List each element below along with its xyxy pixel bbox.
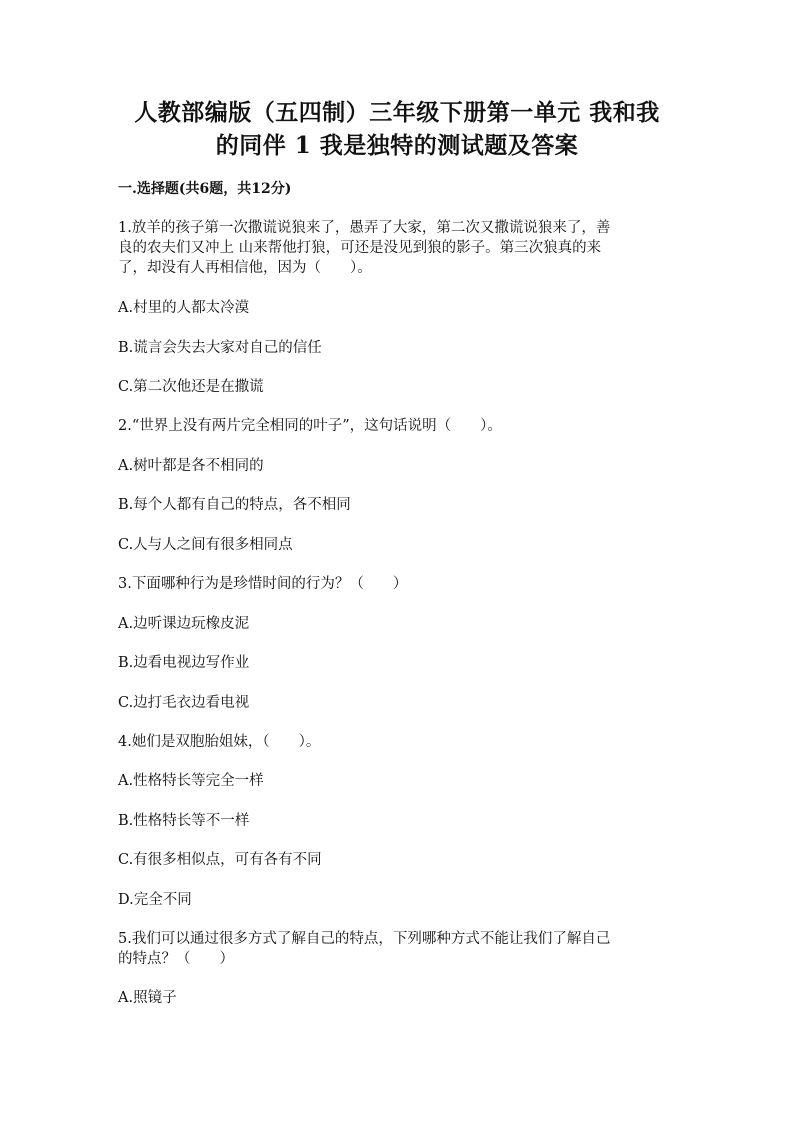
question-4-option-d: D.完全不同 bbox=[118, 892, 192, 908]
question-5-option-a: A.照镜子 bbox=[118, 990, 177, 1006]
question-4-line-1: 4.她们是双胞胎姐妹，（ ）。 bbox=[118, 734, 321, 750]
question-1 bbox=[118, 218, 678, 278]
question-1-option-a: A.村里的人都太冷漠 bbox=[118, 300, 250, 316]
title-line-2: 的同伴 1 我是独特的测试题及答案 bbox=[215, 132, 579, 159]
question-1-line-3: 了，却没有人再相信他，因为（ ）。 bbox=[118, 260, 372, 276]
question-2-option-a: A.树叶都是各不相同的 bbox=[118, 458, 264, 474]
question-3 bbox=[118, 574, 678, 594]
question-2-line-1: 2.“世界上没有两片完全相同的叶子”，这句话说明（ ）。 bbox=[118, 418, 502, 434]
question-2 bbox=[118, 416, 678, 436]
question-5-line-2: 的特点？（ ） bbox=[118, 951, 234, 967]
question-5-line-1: 5.我们可以通过很多方式了解自己的特点，下列哪种方式不能让我们了解自己 bbox=[118, 931, 611, 947]
question-4-option-c: C.有很多相似点，可有各有不同 bbox=[118, 852, 322, 868]
question-4-option-b: B.性格特长等不一样 bbox=[118, 813, 250, 829]
question-4-option-a: A.性格特长等完全一样 bbox=[118, 773, 264, 789]
question-1-line-2: 良的农夫们又冲上 山来帮他打狼，可还是没见到狼的影子。第三次狼真的来 bbox=[118, 240, 602, 256]
question-5 bbox=[118, 929, 678, 969]
question-2-option-c: C.人与人之间有很多相同点 bbox=[118, 537, 293, 553]
question-4 bbox=[118, 732, 678, 752]
question-3-option-a: A.边听课边玩橡皮泥 bbox=[118, 616, 250, 632]
question-3-option-c: C.边打毛衣边看电视 bbox=[118, 695, 250, 711]
question-1-option-b: B.谎言会失去大家对自己的信任 bbox=[118, 340, 322, 356]
question-3-option-b: B.边看电视边写作业 bbox=[118, 655, 250, 671]
title-line-1: 人教部编版（五四制）三年级下册第一单元 我和我 bbox=[134, 99, 660, 126]
question-1-option-c: C.第二次他还是在撒谎 bbox=[118, 379, 264, 395]
question-3-line-1: 3.下面哪种行为是珍惜时间的行为？（ ） bbox=[118, 576, 408, 592]
question-2-option-b: B.每个人都有自己的特点，各不相同 bbox=[118, 497, 351, 513]
section-heading: 一.选择题(共6题，共12分) bbox=[118, 181, 292, 197]
document-title bbox=[100, 96, 694, 162]
question-1-line-1: 1.放羊的孩子第一次撒谎说狼来了，愚弄了大家，第二次又撒谎说狼来了，善 bbox=[118, 220, 611, 236]
